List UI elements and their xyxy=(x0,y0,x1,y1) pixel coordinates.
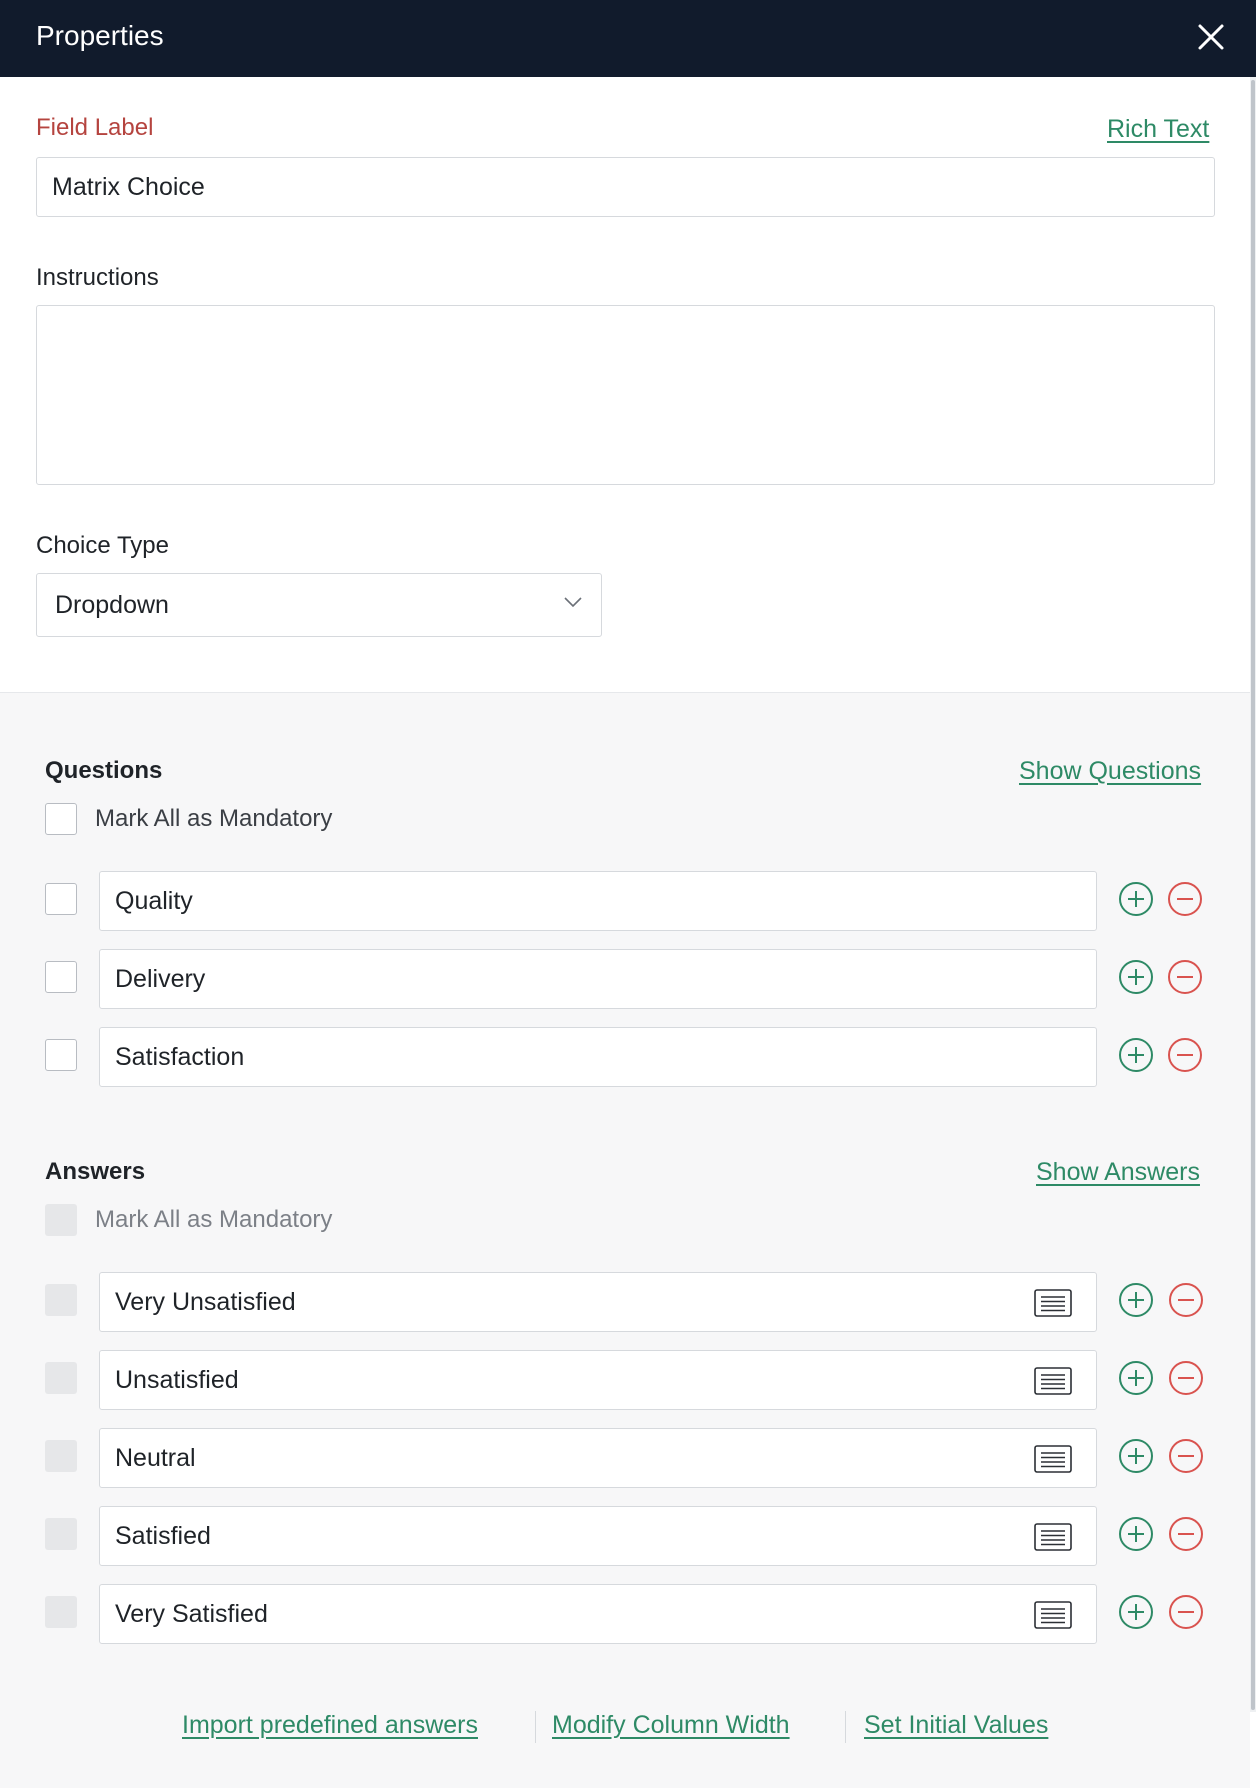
question-mandatory-checkbox[interactable] xyxy=(45,961,77,993)
remove-circle-icon[interactable] xyxy=(1168,1594,1204,1630)
answer-input-value: Neutral xyxy=(115,1443,196,1472)
notes-icon[interactable] xyxy=(1034,1523,1072,1551)
answer-mandatory-checkbox xyxy=(45,1596,77,1628)
notes-icon[interactable] xyxy=(1034,1289,1072,1317)
remove-circle-icon[interactable] xyxy=(1167,881,1203,917)
question-mandatory-checkbox[interactable] xyxy=(45,1039,77,1071)
answer-input[interactable] xyxy=(99,1428,1097,1488)
add-circle-icon[interactable] xyxy=(1118,1594,1154,1630)
answer-input-value: Very Unsatisfied xyxy=(115,1287,296,1316)
matrix-options-section xyxy=(0,692,1250,1788)
questions-mark-all-label: Mark All as Mandatory xyxy=(95,805,333,832)
remove-circle-icon[interactable] xyxy=(1167,1037,1203,1073)
panel-title: Properties xyxy=(36,20,164,51)
answer-mandatory-checkbox xyxy=(45,1440,77,1472)
answers-title: Answers xyxy=(45,1158,146,1185)
answers-mark-all-label: Mark All as Mandatory xyxy=(95,1206,333,1233)
answer-mandatory-checkbox xyxy=(45,1284,77,1316)
import-predefined-answers-link[interactable]: Import predefined answers xyxy=(182,1711,478,1739)
question-mandatory-checkbox[interactable] xyxy=(45,883,77,915)
remove-circle-icon[interactable] xyxy=(1168,1438,1204,1474)
modify-column-width-link[interactable]: Modify Column Width xyxy=(552,1711,790,1739)
answer-input[interactable] xyxy=(99,1584,1097,1644)
notes-icon[interactable] xyxy=(1034,1367,1072,1395)
close-icon[interactable] xyxy=(1191,17,1231,57)
answer-input-value: Unsatisfied xyxy=(115,1365,239,1394)
choice-type-select[interactable] xyxy=(36,573,602,637)
answer-input[interactable] xyxy=(99,1350,1097,1410)
question-input[interactable]: Satisfaction xyxy=(99,1027,1097,1087)
remove-circle-icon[interactable] xyxy=(1168,1360,1204,1396)
answer-mandatory-checkbox xyxy=(45,1362,77,1394)
show-answers-link[interactable]: Show Answers xyxy=(1036,1158,1200,1186)
instructions-textarea[interactable] xyxy=(36,305,1215,485)
notes-icon[interactable] xyxy=(1034,1445,1072,1473)
answer-input[interactable] xyxy=(99,1506,1097,1566)
field-label-input[interactable]: Matrix Choice xyxy=(36,157,1215,217)
add-circle-icon[interactable] xyxy=(1118,1516,1154,1552)
answer-input[interactable] xyxy=(99,1272,1097,1332)
footer-divider xyxy=(535,1711,536,1743)
answer-input-value: Satisfied xyxy=(115,1521,211,1550)
rich-text-link[interactable]: Rich Text xyxy=(1107,115,1210,143)
remove-circle-icon[interactable] xyxy=(1168,1282,1204,1318)
chevron-down-icon xyxy=(563,596,583,608)
add-circle-icon[interactable] xyxy=(1118,1037,1154,1073)
add-circle-icon[interactable] xyxy=(1118,1282,1154,1318)
answers-mark-all-checkbox xyxy=(45,1204,77,1236)
questions-title: Questions xyxy=(45,757,163,784)
choice-type-value: Dropdown xyxy=(55,590,169,619)
footer-divider xyxy=(845,1711,846,1743)
add-circle-icon[interactable] xyxy=(1118,1438,1154,1474)
add-circle-icon[interactable] xyxy=(1118,959,1154,995)
answer-mandatory-checkbox xyxy=(45,1518,77,1550)
question-input[interactable]: Quality xyxy=(99,871,1097,931)
add-circle-icon[interactable] xyxy=(1118,1360,1154,1396)
notes-icon[interactable] xyxy=(1034,1601,1072,1629)
remove-circle-icon[interactable] xyxy=(1168,1516,1204,1552)
scrollbar-thumb[interactable] xyxy=(1251,80,1255,1710)
show-questions-link[interactable]: Show Questions xyxy=(1019,757,1202,785)
set-initial-values-link[interactable]: Set Initial Values xyxy=(864,1711,1049,1739)
question-input[interactable]: Delivery xyxy=(99,949,1097,1009)
panel-header xyxy=(0,0,1256,77)
remove-circle-icon[interactable] xyxy=(1167,959,1203,995)
answer-input-value: Very Satisfied xyxy=(115,1599,268,1628)
choice-type-heading: Choice Type xyxy=(36,532,169,559)
add-circle-icon[interactable] xyxy=(1118,881,1154,917)
instructions-heading: Instructions xyxy=(36,264,159,291)
field-label-heading: Field Label xyxy=(36,114,154,141)
questions-mark-all-checkbox[interactable] xyxy=(45,803,77,835)
